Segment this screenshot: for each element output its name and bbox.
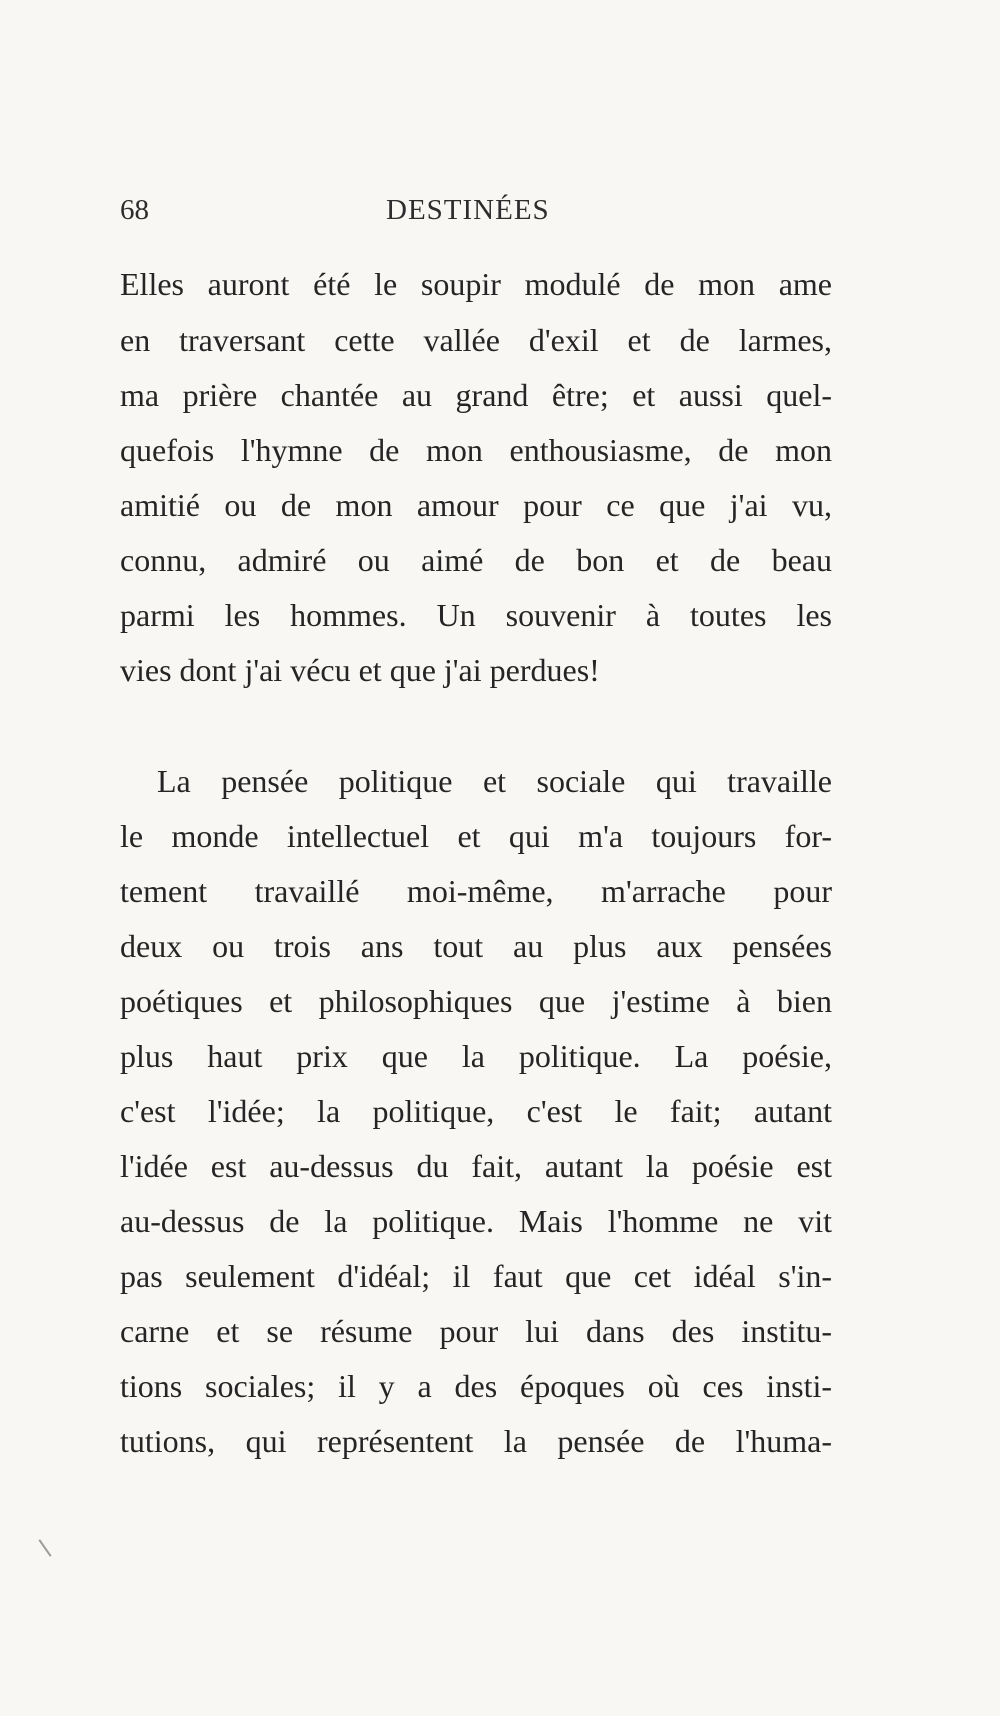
text-line: vies dont j'ai vécu et que j'ai perdues! xyxy=(120,652,600,688)
text-line: tutions, qui représentent la pensée de l'huma- xyxy=(120,1423,832,1459)
text-line: c'est l'idée; la politique, c'est le fait; autant xyxy=(120,1093,832,1129)
text-line: poétiques et philosophiques que j'estime à bien xyxy=(120,983,832,1019)
text-line: en traversant cette vallée d'exil et de larmes, xyxy=(120,322,832,358)
text-line: parmi les hommes. Un souvenir à toutes les xyxy=(120,597,832,633)
text-line: connu, admiré ou aimé de bon et de beau xyxy=(120,542,832,578)
page-header xyxy=(120,186,832,234)
text-line: pas seulement d'idéal; il faut que cet idéal s'in- xyxy=(120,1258,832,1294)
text-line: tions sociales; il y a des époques où ces insti- xyxy=(120,1368,832,1404)
text-line: La pensée politique et sociale qui travaille xyxy=(157,763,832,799)
text-line: Elles auront été le soupir modulé de mon ame xyxy=(120,266,832,302)
text-line: l'idée est au-dessus du fait, autant la poésie est xyxy=(120,1148,832,1184)
text-line: tement travaillé moi-même, m'arrache pour xyxy=(120,873,832,909)
text-line: carne et se résume pour lui dans des institu- xyxy=(120,1313,832,1349)
text-line: quefois l'hymne de mon enthousiasme, de mon xyxy=(120,432,832,468)
text-line: le monde intellectuel et qui m'a toujours for- xyxy=(120,818,832,854)
margin-mark xyxy=(38,1539,51,1557)
text-line: deux ou trois ans tout au plus aux pensées xyxy=(120,928,832,964)
text-line: au-dessus de la politique. Mais l'homme ne vit xyxy=(120,1203,832,1239)
text-line: plus haut prix que la politique. La poésie, xyxy=(120,1038,832,1074)
text-line: amitié ou de mon amour pour ce que j'ai vu, xyxy=(120,487,832,523)
page-number: 68 xyxy=(120,194,149,226)
text-line: ma prière chantée au grand être; et aussi quel- xyxy=(120,377,832,413)
running-head: DESTINÉES xyxy=(386,194,550,226)
